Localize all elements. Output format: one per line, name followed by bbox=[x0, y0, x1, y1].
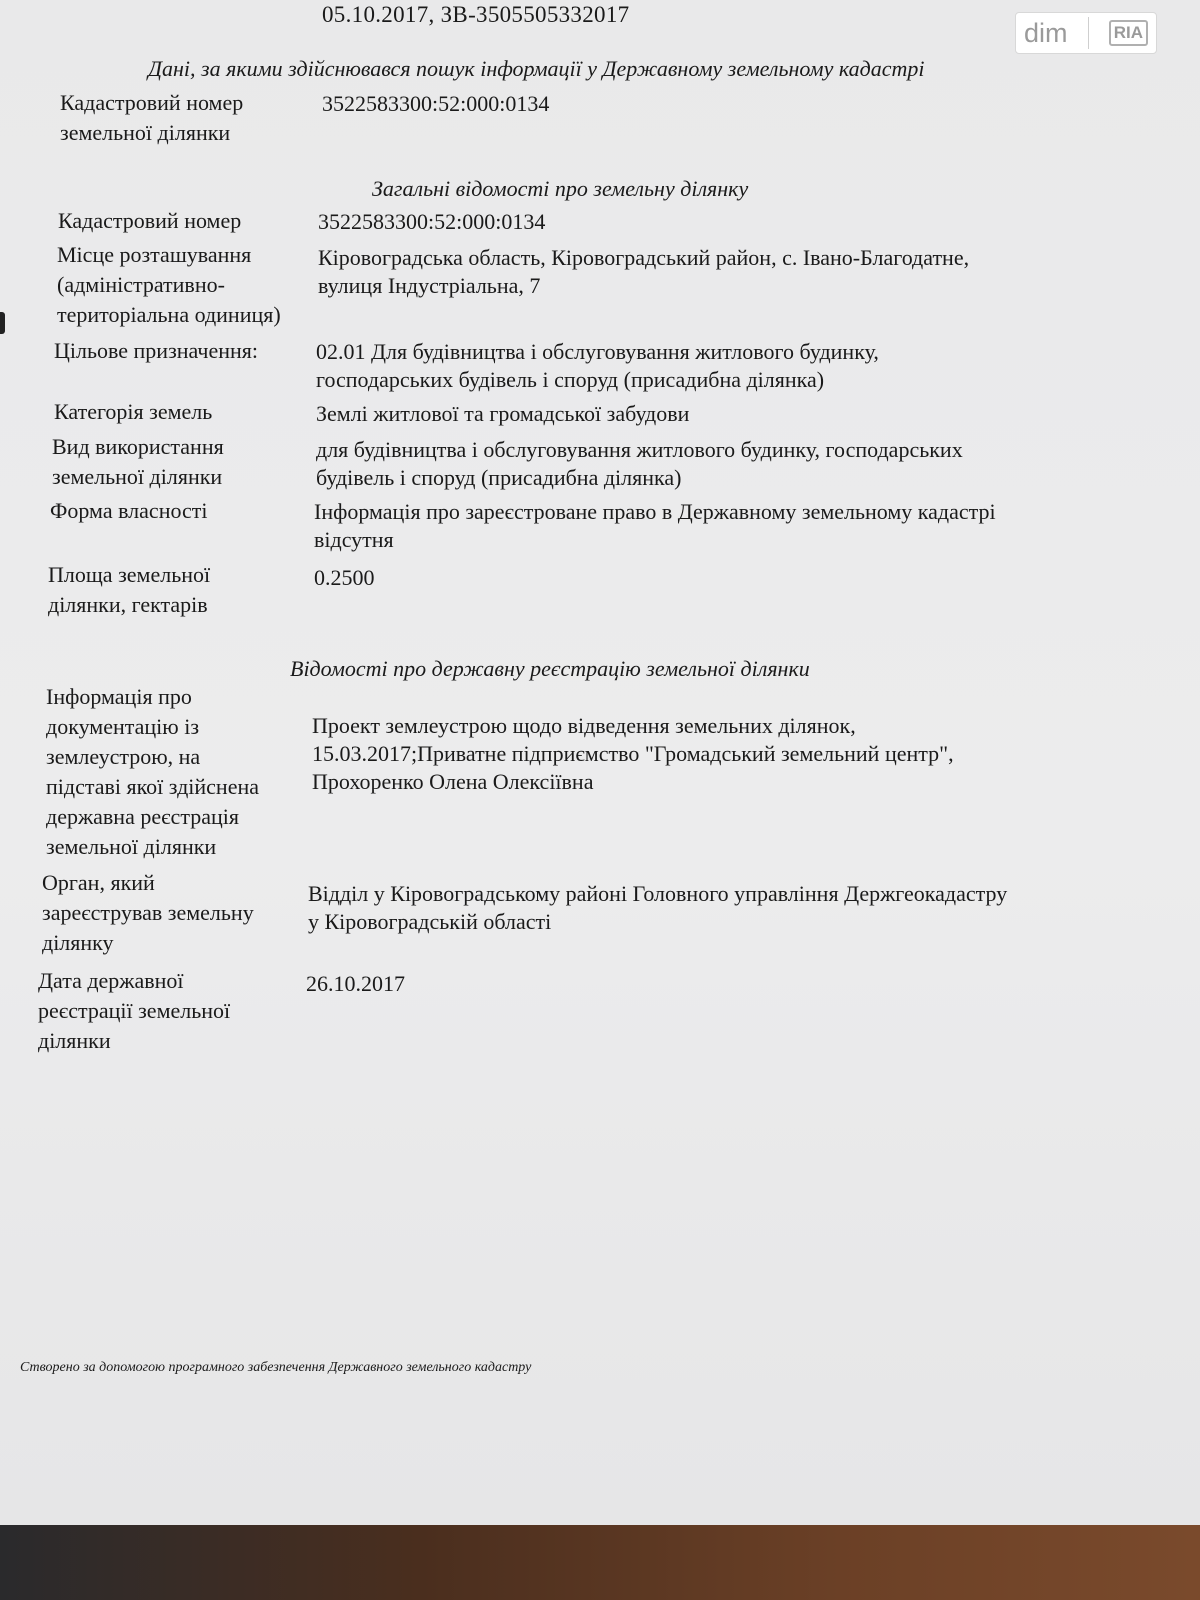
value-cadastral-number: 3522583300:52:000:0134 bbox=[318, 209, 546, 234]
value-location: Кіровоградська область, Кіровоградський район, с. Івано-Благодатне, вулиця Індустріальна, 7 bbox=[318, 245, 970, 298]
value-purpose: 02.01 Для будівництва і обслуговування житлового будинку, господарських будівель і споруд (присадибна ділянка) bbox=[316, 339, 879, 392]
label-registration-date: Дата державної реєстрації земельної ділянки bbox=[38, 968, 231, 1053]
label-land-category: Категорія земель bbox=[54, 399, 213, 424]
label-location: Місце розташування (адміністративно- територіальна одиниця) bbox=[57, 242, 281, 327]
label-area: Площа земельної ділянки, гектарів bbox=[48, 562, 211, 617]
label-documentation: Інформація про документацію із землеустрою, на підставі якої здійснена державна реєстрація земельної ділянки bbox=[46, 684, 260, 859]
watermark-divider bbox=[1088, 17, 1089, 49]
paper-edge-clip bbox=[0, 312, 5, 334]
watermark-ria-logo: RIA bbox=[1109, 20, 1148, 46]
registration-section-title: Відомості про державну реєстрацію земельної ділянки bbox=[290, 656, 810, 681]
value-registering-authority: Відділ у Кіровоградському районі Головного управління Держгеокадастру у Кіровоградській області bbox=[308, 881, 1008, 934]
value-documentation: Проект землеустрою щодо відведення земельних ділянок, 15.03.2017;Приватне підприємство "Громадський земельний центр", Прохоренко Олена Олексіївна bbox=[312, 713, 954, 794]
desk-background bbox=[0, 1525, 1200, 1600]
label-ownership-form: Форма власності bbox=[50, 498, 208, 523]
label-cadastral-number: Кадастровий номер bbox=[58, 208, 242, 233]
footer-note: Створено за допомогою програмного забезпечення Державного земельного кадастру bbox=[20, 1360, 532, 1375]
watermark-dim-text: dim bbox=[1024, 17, 1068, 48]
value-area: 0.2500 bbox=[314, 565, 375, 590]
label-registering-authority: Орган, який зареєстрував земельну ділянку bbox=[42, 870, 254, 955]
label-purpose: Цільове призначення: bbox=[54, 338, 259, 363]
value-usage-type: для будівництва і обслуговування житлового будинку, господарських будівель і споруд (присадибна ділянка) bbox=[316, 437, 963, 490]
search-cadastral-value: 3522583300:52:000:0134 bbox=[322, 91, 550, 116]
value-land-category: Землі житлової та громадської забудови bbox=[316, 401, 690, 426]
request-number: 05.10.2017, ЗВ-3505505332017 bbox=[322, 2, 630, 27]
search-cadastral-label: Кадастровий номер земельної ділянки bbox=[60, 90, 244, 145]
search-section-title: Дані, за якими здійснювався пошук інформації у Державному земельному кадастрі bbox=[148, 56, 925, 81]
value-ownership-form: Інформація про зареєстроване право в Державному земельному кадастрі відсутня bbox=[314, 499, 996, 552]
value-registration-date: 26.10.2017 bbox=[306, 971, 405, 996]
label-usage-type: Вид використання земельної ділянки bbox=[52, 434, 224, 489]
general-section-title: Загальні відомості про земельну ділянку bbox=[372, 176, 749, 201]
dim-ria-watermark bbox=[1015, 12, 1157, 54]
